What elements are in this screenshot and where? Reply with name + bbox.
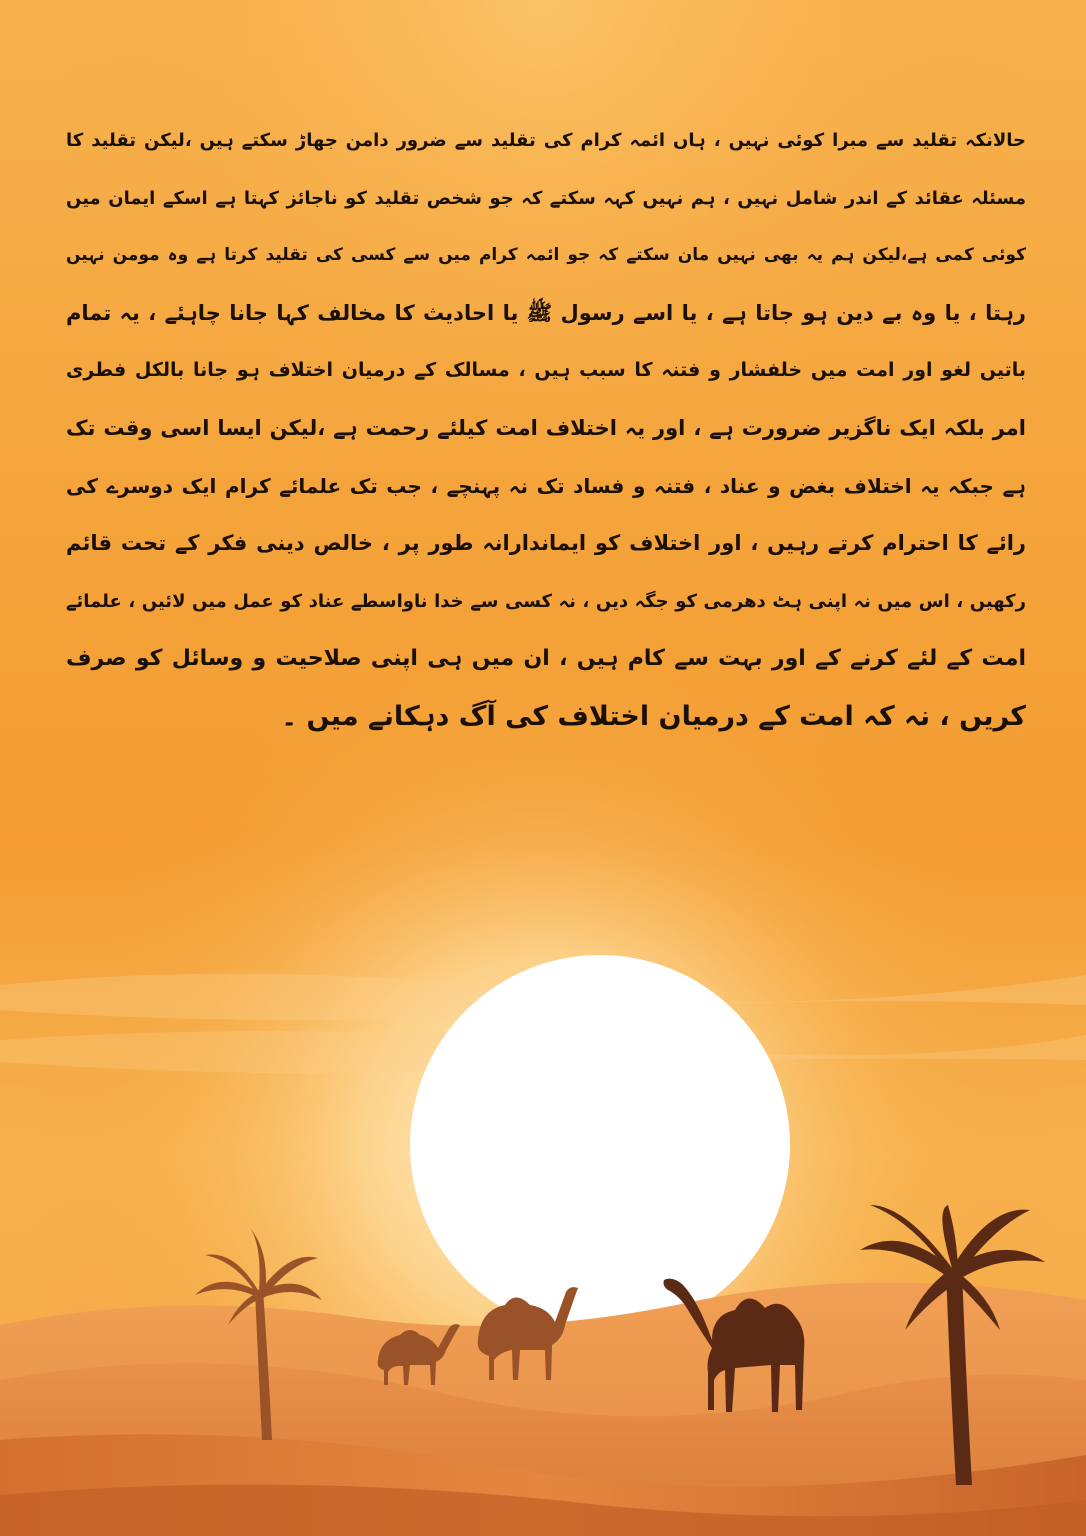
text-line-4: رہتا ، یا وہ بے دین ہو جاتا ہے ، یا اسے رسول ﷺ یا احادیث کا مخالف کہا جانا چاہئے ، یہ تمام [66,300,1026,325]
text-line-10: امت کے لئے کرنے کے اور بہت سے کام ہیں ، ان میں ہی اپنی صلاحیت و وسائل کو صرف [66,646,1026,672]
text-line-2: مسئلہ عقائد کے اندر شامل نہیں ، ہم نہیں کہہ سکتے کہ جو شخص تقلید کو ناجائز کہتا ہے اسکے ایمان میں [66,187,1026,209]
sun [410,955,790,1335]
text-line-1: حالانکہ تقلید سے مبرا کوئی نہیں ، ہاں ائمہ کرام کی تقلید سے ضرور دامن جھاڑ سکتے ہیں ،لیکن تقلید کا [66,130,1026,151]
text-line-11: کریں ، نہ کہ امت کے درمیان اختلاف کی آگ دہکانے میں ۔ [281,700,1026,732]
urdu-text-block [66,112,1026,932]
text-line-8: رائے کا احترام کرتے رہیں ، اور اختلاف کو ایماندارانہ طور پر ، خالص دینی فکر کے تحت قائم [66,531,1026,556]
text-line-7: ہے جبکہ یہ اختلاف بغض و عناد ، فتنہ و فساد تک نہ پہنچے ، جب تک علمائے کرام ایک دوسرے کی [66,473,1026,498]
text-line-9: رکھیں ، اس میں نہ اپنی ہٹ دھرمی کو جگہ دیں ، نہ کسی سے خدا ناواسطے عناد کو عمل میں لائیں ، علمائے [66,590,1026,612]
text-line-6: امر بلکہ ایک ناگزیر ضرورت ہے ، اور یہ اختلاف امت کیلئے رحمت ہے ،لیکن ایسا اسی وقت تک [66,415,1026,440]
text-line-3: کوئی کمی ہے،لیکن ہم یہ بھی نہیں مان سکتے کہ جو ائمہ کرام میں سے کسی کی تقلید کرتا ہے وہ مومن نہیں [66,245,1026,266]
text-line-5: باتیں لغو اور امت میں خلفشار و فتنہ کا سبب ہیں ، مسالک کے درمیان اختلاف ہو جانا بالکل فطری [66,359,1026,382]
